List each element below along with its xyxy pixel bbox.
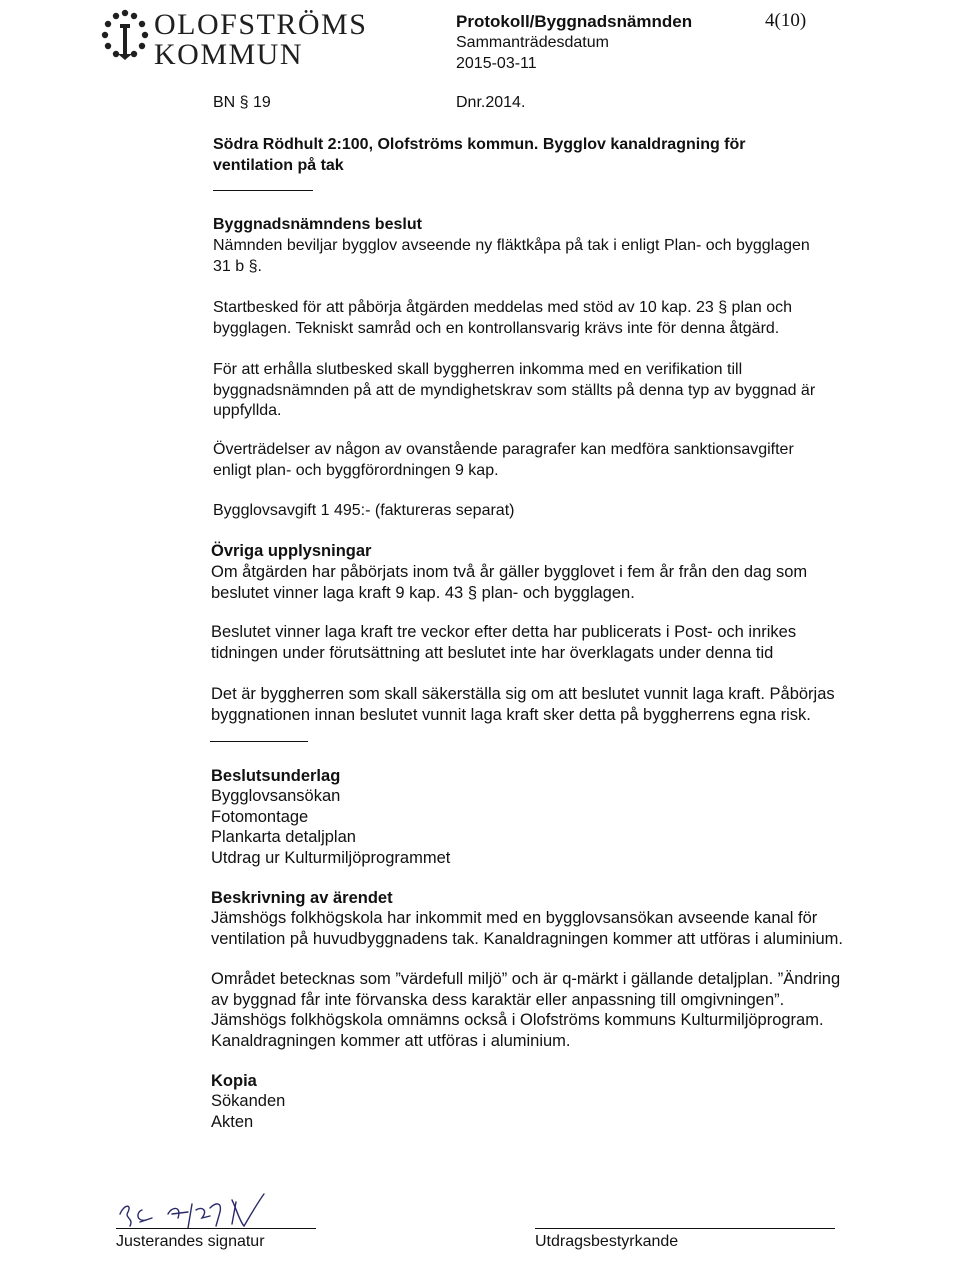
logo-line-2: KOMMUN bbox=[154, 38, 304, 71]
text-line: För att erhålla slutbesked skall byggherren inkomma med en verifikation till bbox=[213, 361, 743, 378]
text-line: Beslutet vinner laga kraft tre veckor efter detta har publicerats i Post- och inrikes bbox=[211, 623, 797, 641]
list-item: Akten bbox=[211, 1112, 254, 1131]
logo-line-1: OLOFSTRÖMS bbox=[154, 8, 368, 41]
text-line: Överträdelser av någon av ovanstående paragrafer kan medföra sanktionsavgifter bbox=[213, 441, 794, 458]
handwritten-signature bbox=[112, 1188, 332, 1232]
description-paragraph-1 bbox=[211, 908, 931, 949]
divider bbox=[210, 741, 308, 742]
text-line: tidningen under förutsättning att beslutet inte har överklagats under denna tid bbox=[211, 643, 774, 662]
text-line: Jämshögs folkhögskola omnämns också i Olofströms kommuns Kulturmiljöprogram. bbox=[211, 1011, 824, 1029]
text-line: Om åtgärden har påbörjats inom två år gäller bygglovet i fem år från den dag som bbox=[211, 563, 808, 581]
text-line: av byggnad får inte förvanska dess karaktär eller anpassning till omgivningen”. bbox=[211, 990, 785, 1009]
paragraph-ref: BN § 19 bbox=[213, 94, 271, 111]
list-item: Sökanden bbox=[211, 1092, 286, 1110]
basis-heading: Beslutsunderlag bbox=[211, 767, 341, 785]
text-line: Det är byggherren som skall säkerställa sig om att beslutet vunnit laga kraft. Påbörjas bbox=[211, 685, 835, 703]
divider bbox=[213, 190, 313, 191]
signature-label: Justerandes signatur bbox=[116, 1233, 265, 1250]
basis-list bbox=[211, 786, 931, 868]
text-line: enligt plan- och byggförordningen 9 kap. bbox=[213, 461, 499, 479]
subject-line: Södra Rödhult 2:100, Olofströms kommun. Bygglov kanaldragning för bbox=[213, 136, 746, 153]
protocol-title: Protokoll/Byggnadsnämnden bbox=[456, 12, 693, 31]
decision-paragraph-4 bbox=[213, 440, 913, 481]
copy-heading: Kopia bbox=[211, 1072, 257, 1090]
decision-paragraph-3 bbox=[213, 360, 913, 422]
certification-label: Utdragsbestyrkande bbox=[535, 1233, 679, 1250]
other-info-paragraph-2 bbox=[211, 622, 931, 663]
diary-number: Dnr.2014. bbox=[456, 94, 526, 111]
description-paragraph-2 bbox=[211, 969, 931, 1051]
list-item: Utdrag ur Kulturmiljöprogrammet bbox=[211, 848, 451, 867]
signature-line bbox=[116, 1228, 316, 1229]
other-info-paragraph-1 bbox=[211, 562, 931, 603]
decision-heading: Byggnadsnämndens beslut bbox=[213, 216, 422, 233]
text-line: bygglagen. Tekniskt samråd och en kontrollansvarig krävs inte för denna åtgärd. bbox=[213, 319, 780, 337]
description-heading: Beskrivning av ärendet bbox=[211, 889, 393, 907]
text-line: beslutet vinner laga kraft 9 kap. 43 § plan- och bygglagen. bbox=[211, 583, 635, 602]
text-line: Kanaldragningen kommer att utföras i aluminium. bbox=[211, 1031, 571, 1050]
logo-emblem-icon bbox=[96, 4, 154, 74]
other-info-heading: Övriga upplysningar bbox=[211, 542, 372, 560]
text-line: uppfyllda. bbox=[213, 402, 282, 419]
text-line: Startbesked för att påbörja åtgärden meddelas med stöd av 10 kap. 23 § plan och bbox=[213, 299, 793, 316]
meeting-date: 2015-03-11 bbox=[456, 55, 537, 72]
list-item: Fotomontage bbox=[211, 807, 309, 826]
certification-line bbox=[535, 1228, 835, 1229]
meeting-date-label: Sammanträdesdatum bbox=[456, 34, 609, 51]
subject-line: ventilation på tak bbox=[213, 156, 344, 174]
text-line: ventilation på huvudbyggnadens tak. Kanaldragningen kommer att utföras i aluminium. bbox=[211, 929, 843, 948]
text-line: Området betecknas som ”värdefull miljö” och är q-märkt i gällande detaljplan. ”Ändring bbox=[211, 970, 841, 988]
other-info-paragraph-3 bbox=[211, 684, 931, 725]
list-item: Plankarta detaljplan bbox=[211, 828, 356, 846]
decision-paragraph-2 bbox=[213, 298, 913, 339]
text-line: byggnadsnämnden på att de myndighetskrav som ställts på denna typ av byggnad är bbox=[213, 381, 816, 399]
text-line: 31 b §. bbox=[213, 257, 262, 275]
copy-list bbox=[211, 1091, 931, 1132]
subject-heading bbox=[213, 135, 913, 176]
municipality-logo bbox=[96, 4, 396, 74]
decision-paragraph-1 bbox=[213, 236, 913, 277]
text-line: Nämnden beviljar bygglov avseende ny fläktkåpa på tak i enligt Plan- och bygglagen bbox=[213, 237, 810, 254]
fee-line: Bygglovsavgift 1 495:- (faktureras separat) bbox=[213, 502, 515, 519]
page-number: 4(10) bbox=[765, 10, 807, 31]
list-item: Bygglovsansökan bbox=[211, 787, 341, 805]
text-line: Jämshögs folkhögskola har inkommit med en bygglovsansökan avseende kanal för bbox=[211, 909, 818, 927]
text-line: byggnationen innan beslutet vunnit laga kraft sker detta på byggherrens egna risk. bbox=[211, 705, 811, 724]
